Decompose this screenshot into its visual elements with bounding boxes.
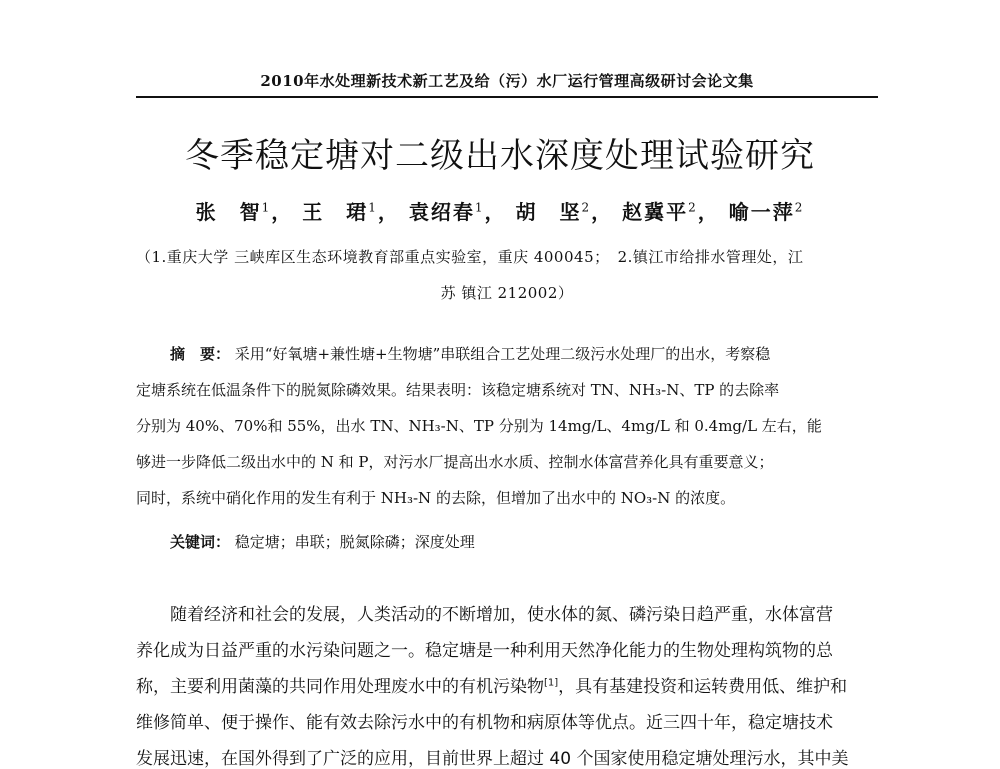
- author: 袁绍春: [408, 200, 475, 224]
- body-line-with-citation: [136, 672, 878, 697]
- body-line: 随着经济和社会的发展，人类活动的不断增加，使水体的氮、磷污染日趋严重，水体富营: [170, 605, 833, 625]
- keywords-text: 稳定塘；串联；脱氮除磷；深度处理: [234, 533, 475, 551]
- citation-ref: [1]: [544, 677, 559, 689]
- affiliation-line-1: （1.重庆大学 三峡库区生态环境教育部重点实验室，重庆 400045； 2.镇江市给排水管理处，江: [136, 248, 804, 266]
- body-line: 发展迅速，在国外得到了广泛的应用，目前世界上超过 40 个国家使用稳定塘处理污水，其中美: [136, 749, 849, 769]
- body-text: 称，主要利用菌藻的共同作用处理废水中的有机污染物: [136, 677, 544, 697]
- abstract-line: 够进一步降低二级出水中的 N 和 P，对污水厂提高出水水质、控制水体富营养化具有重要意义；: [136, 453, 774, 471]
- abstract-line-1: [170, 346, 912, 363]
- author-affiliation-mark: 2: [688, 200, 698, 215]
- author: 胡 坚: [515, 200, 582, 224]
- body-line: 维修简单、便于操作、能有效去除污水中的有机物和病原体等优点。近三四十年，稳定塘技术: [136, 713, 833, 733]
- author-affiliation-mark: 2: [581, 200, 592, 215]
- author-list: 张 智$^1$， 王 珺$^1$， 袁绍春$^1$， 胡 坚$^2$， 赵冀平$^2$， 喻一萍$^2$: [195, 200, 805, 224]
- body-paragraph: [136, 600, 878, 769]
- author: 张 智: [195, 200, 262, 224]
- keywords-label: 关键词：: [170, 533, 231, 551]
- affiliation-line-2: 苏 镇江 212002）: [440, 284, 574, 302]
- running-header: 2010年水处理新技术新工艺及给（污）水厂运行管理高级研讨会论文集: [260, 72, 754, 90]
- author-affiliation-mark: 1: [368, 200, 378, 215]
- author-affiliation-mark: 1: [474, 200, 485, 215]
- abstract-line: 定塘系统在低温条件下的脱氮除磷效果。结果表明：该稳定塘系统对 TN、NH₃-N、TP 的去除率: [136, 381, 780, 399]
- abstract: [136, 346, 878, 516]
- abstract-label: 摘 要：: [170, 345, 231, 363]
- body-text: ，具有基建投资和运转费用低、维护和: [558, 677, 848, 697]
- header-rule: [136, 96, 878, 98]
- author-affiliation-mark: 1: [261, 200, 272, 215]
- paper-title: 冬季稳定塘对二级出水深度处理试验研究: [185, 136, 815, 176]
- author: 王 珺: [302, 200, 369, 224]
- author: 喻一萍: [728, 200, 795, 224]
- author: 赵冀平: [622, 200, 689, 224]
- author-affiliation-mark: 2: [794, 200, 805, 215]
- abstract-text: 采用“好氧塘+兼性塘+生物塘”串联组合工艺处理二级污水处理厂的出水，考察稳: [234, 345, 771, 363]
- abstract-line: 同时，系统中硝化作用的发生有利于 NH₃-N 的去除，但增加了出水中的 NO₃-N 的浓度。: [136, 489, 736, 507]
- body-line: 养化成为日益严重的水污染问题之一。稳定塘是一种利用天然净化能力的生物处理构筑物的总: [136, 641, 833, 661]
- abstract-line: 分别为 40%、70%和 55%，出水 TN、NH₃-N、TP 分别为 14mg/L、4mg/L 和 0.4mg/L 左右，能: [136, 417, 822, 435]
